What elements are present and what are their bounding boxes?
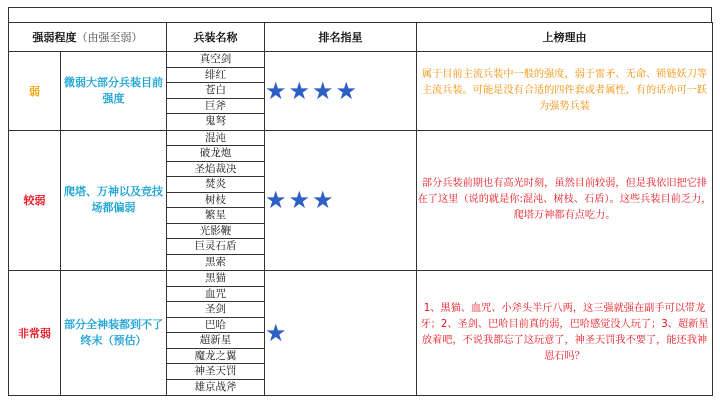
tier-level: 非常弱	[9, 271, 61, 396]
tier-level: 弱	[9, 52, 61, 131]
weapon-list-cell	[167, 271, 265, 396]
star-rating: ★★★★	[265, 76, 360, 105]
tier-reason: 属于目前主流兵装中一般的强度，弱于雷矛、无命、锁链妖刀等主流兵装。可能是没有合适的四件套或者属性，有的话亦可一跃为强势兵装	[417, 52, 713, 131]
weapon-name: 黑猫	[167, 271, 264, 287]
tier-description: 爬塔、万神以及竞技场都偏弱	[61, 130, 167, 271]
weapon-name: 焚炎	[167, 177, 264, 193]
header-reason: 上榜理由	[417, 23, 713, 52]
tier-table	[8, 22, 713, 396]
weapon-list-cell	[167, 130, 265, 271]
tier-description: 微弱大部分兵装目前强度	[61, 52, 167, 131]
header-level-note: （由强至弱）	[76, 31, 143, 44]
weapon-list	[167, 52, 264, 130]
header-weapon: 兵装名称	[167, 23, 265, 52]
header-level-label: 强弱程度	[32, 31, 77, 44]
weapon-name: 血咒	[167, 287, 264, 303]
weapon-name: 神圣天罚	[167, 364, 264, 380]
tier-row-weaker	[9, 130, 713, 271]
star-rating-cell	[265, 130, 417, 271]
tier-row-weak	[9, 52, 713, 131]
weapon-list-cell	[167, 52, 265, 131]
star-rating-cell	[265, 52, 417, 131]
weapon-name: 树枝	[167, 193, 264, 209]
table-header-row	[9, 23, 713, 52]
weapon-name: 真空剑	[167, 52, 264, 68]
tier-description: 部分全神装都到不了终末（预估）	[61, 271, 167, 396]
tier-reason: 部分兵装前期也有高光时刻，虽然目前较弱，但是我依旧把它排在了这里（说的就是你:混沌、树枝、石盾）。这些兵装目前乏力，爬塔万神都有点吃力。	[417, 130, 713, 271]
weapon-name: 巨灵石盾	[167, 239, 264, 255]
weapon-name: 超新星	[167, 333, 264, 349]
tier-reason: 1、黑猫、血咒、小斧头半斤八两，这三强就强在副手可以带龙牙；2、圣剑、巴哈目前真的弱，巴哈感觉没人玩了；3、超新星放着吧，不说我都忘了这玩意了，神圣天罚我不要了，能还我神恩石吗？	[417, 271, 713, 396]
weapon-name: 绯红	[167, 68, 264, 84]
table-top-bar	[8, 7, 712, 23]
weapon-name: 苍白	[167, 83, 264, 99]
weapon-name: 鬼弩	[205, 115, 226, 127]
star-rating: ★★★	[265, 186, 336, 215]
weapon-name: 圣焰裁决	[167, 162, 264, 178]
weapon-name: 巨斧	[167, 99, 264, 115]
star-rating-cell	[265, 271, 417, 396]
weapon-list	[167, 271, 264, 395]
weapon-name: 光影鞭	[167, 224, 264, 240]
header-level	[9, 23, 167, 52]
tier-row-very-weak	[9, 271, 713, 396]
weapon-name: 巴哈	[167, 318, 264, 334]
weapon-name: 繁星	[167, 208, 264, 224]
weapon-name: 魔龙之翼	[167, 349, 264, 365]
weapon-name: 雄京战斧	[194, 380, 237, 393]
weapon-name: 破龙炮	[167, 146, 264, 162]
weapon-name: 黑索	[205, 255, 226, 268]
weapon-name: 圣剑	[167, 302, 264, 318]
header-stars: 排名指星	[265, 23, 417, 52]
tier-level: 较弱	[9, 130, 61, 271]
weapon-name: 混沌	[167, 131, 264, 147]
weapon-list	[167, 131, 264, 271]
star-rating: ★	[265, 319, 289, 347]
